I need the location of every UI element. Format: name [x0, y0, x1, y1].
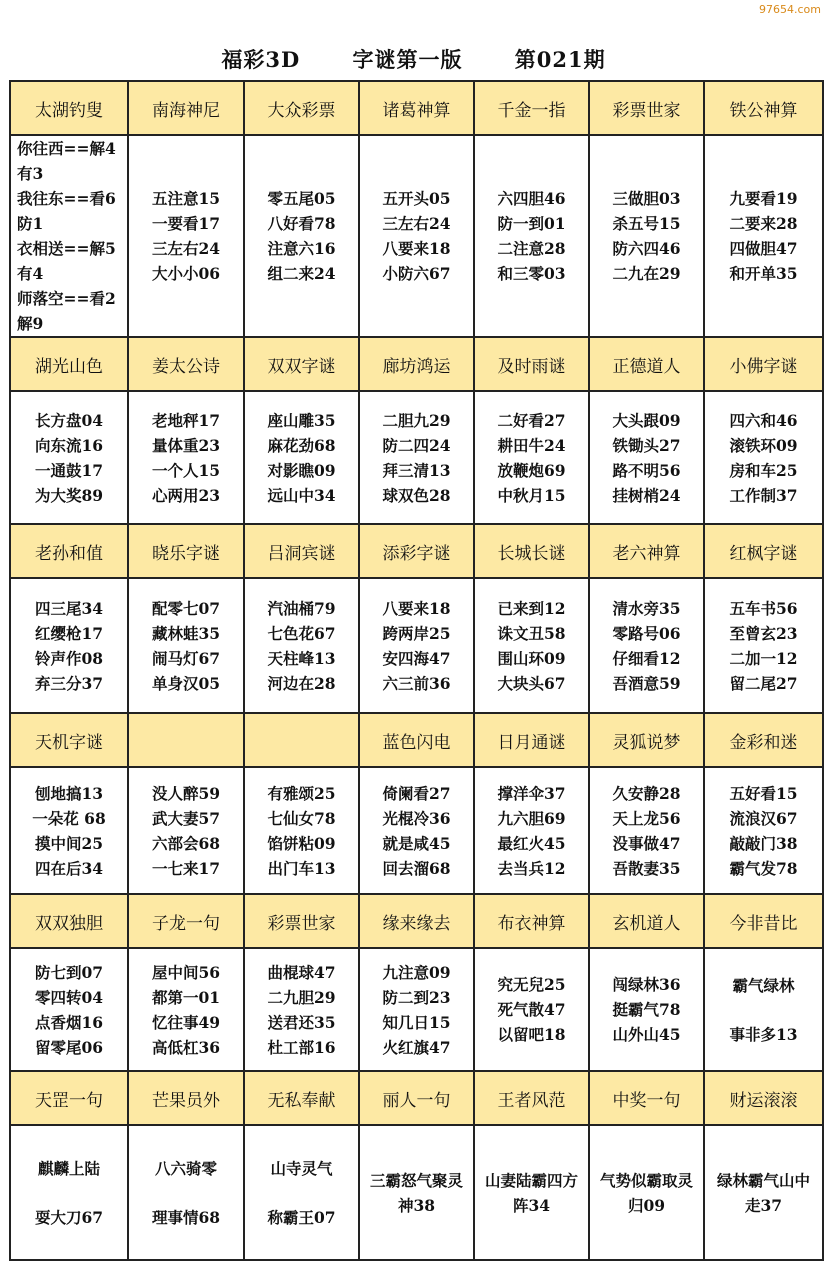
line-spacer: [11, 1181, 127, 1205]
riddle-line: 耍大刀67: [34, 1207, 104, 1227]
riddle-cell: [589, 391, 704, 524]
riddle-cell: [704, 391, 823, 524]
riddle-cell: [704, 578, 823, 713]
riddle-line: 五注意15: [151, 189, 221, 208]
riddle-cell: [244, 948, 359, 1071]
riddle-cell: [359, 135, 474, 337]
riddle-line: 球双色28: [382, 485, 451, 505]
riddle-line: 一要看17: [151, 214, 221, 233]
riddle-line: 九要看19: [729, 189, 798, 208]
riddle-line: 六四胆46: [497, 189, 566, 208]
riddle-line: 八六骑零: [154, 1158, 217, 1178]
riddle-line: 单身汉05: [151, 673, 221, 693]
riddle-row: [10, 135, 823, 337]
title-edition: 字谜第一版: [352, 47, 463, 72]
column-header: 老孙和值: [10, 524, 128, 578]
riddle-line: 跨两岸25: [382, 623, 451, 643]
column-header: 诸葛神算: [359, 81, 474, 135]
riddle-line: 八要来18: [382, 598, 451, 618]
riddle-line: 留零尾06: [34, 1037, 104, 1057]
column-header: 彩票世家: [589, 81, 704, 135]
riddle-line: 没人醉59: [151, 783, 221, 803]
riddle-line: 铁锄头27: [612, 435, 681, 455]
riddle-line: 称霸王07: [267, 1207, 336, 1227]
riddle-line: 长方盘04: [34, 410, 104, 430]
column-header: 财运滚滚: [704, 1071, 823, 1125]
riddle-line: 山外山45: [612, 1025, 681, 1044]
riddle-line: 防六四46: [612, 239, 681, 258]
riddle-line: 至曾玄23: [729, 623, 798, 643]
riddle-line: 山寺灵气: [270, 1158, 333, 1178]
column-header: 晓乐字谜: [128, 524, 244, 578]
riddle-cell: [359, 578, 474, 713]
riddle-line: 防七到07: [34, 962, 104, 982]
riddle-line: 高低杠36: [151, 1037, 221, 1057]
riddle-line: 已来到12: [497, 598, 566, 618]
riddle-line: 究无兒25: [497, 975, 566, 994]
column-header: 双双独胆: [10, 894, 128, 948]
riddle-line: 放鞭炮69: [497, 460, 566, 480]
column-header: 及时雨谜: [474, 337, 589, 391]
riddle-line: 二九在29: [612, 264, 681, 283]
column-header: 千金一指: [474, 81, 589, 135]
column-header: 芒果员外: [128, 1071, 244, 1125]
riddle-line: 事非多13: [729, 1024, 798, 1044]
column-header: 日月通谜: [474, 713, 589, 767]
riddle-line: 座山雕35: [267, 410, 336, 430]
riddle-line: 去当兵12: [497, 858, 566, 878]
riddle-line: 四六和46: [729, 410, 798, 430]
riddle-line: 零四转04: [34, 987, 104, 1007]
column-header: [244, 713, 359, 767]
header-row: [10, 337, 823, 391]
riddle-line: 红缨枪17: [34, 623, 104, 643]
riddle-line: 工作制37: [729, 485, 798, 505]
riddle-line: 武大妻57: [151, 808, 221, 828]
riddle-line: 送君还35: [267, 1012, 336, 1032]
riddle-line: 馅饼粘09: [267, 833, 336, 853]
riddle-line: 杜工部16: [267, 1037, 336, 1057]
riddle-line: 量体重23: [151, 435, 221, 455]
riddle-cell: [589, 578, 704, 713]
column-header: 廊坊鸿运: [359, 337, 474, 391]
header-row: [10, 713, 823, 767]
riddle-line: 没事做47: [612, 833, 681, 853]
column-header: 南海神尼: [128, 81, 244, 135]
riddle-line: 回去溜68: [382, 858, 451, 878]
riddle-line: 零路号06: [612, 623, 681, 643]
riddle-line: 知几日15: [382, 1012, 451, 1032]
riddle-line: 防二到23: [382, 987, 451, 1007]
riddle-line: 对影瞧09: [267, 460, 336, 480]
riddle-line: 二九胆29: [267, 987, 336, 1007]
riddle-cell: [244, 391, 359, 524]
riddle-row: [10, 578, 823, 713]
riddle-line: 闹马灯67: [151, 648, 221, 668]
riddle-line: 零五尾05: [267, 189, 336, 208]
riddle-line: 二好看27: [497, 410, 566, 430]
riddle-line: 师落空==看2解9: [17, 289, 116, 333]
riddle-line: 大头跟09: [612, 410, 681, 430]
riddle-cell: [10, 767, 128, 894]
riddle-line: 麒麟上陆: [37, 1158, 100, 1178]
riddle-line: 三左右24: [151, 239, 221, 258]
line-spacer: [705, 998, 822, 1022]
riddle-line: 八要来18: [382, 239, 451, 258]
title-issue: 第021期: [514, 47, 606, 72]
riddle-line: 摸中间25: [34, 833, 104, 853]
riddle-line: 屋中间56: [151, 962, 221, 982]
riddle-cell: [474, 767, 589, 894]
header-row: [10, 894, 823, 948]
riddle-line: 刨地搞13: [34, 783, 104, 803]
riddle-line: 倚阑看27: [382, 783, 451, 803]
riddle-line: 衣相送==解5有4: [17, 239, 116, 283]
riddle-line: 四做胆47: [729, 239, 798, 258]
column-header: 王者风范: [474, 1071, 589, 1125]
riddle-line: 流浪汉67: [729, 808, 798, 828]
riddle-cell: [128, 391, 244, 524]
page-title: [0, 44, 827, 74]
riddle-cell: [128, 1125, 244, 1260]
riddle-line: 挂树梢24: [612, 485, 681, 505]
riddle-row: [10, 391, 823, 524]
column-header: 铁公神算: [704, 81, 823, 135]
riddle-cell: [589, 767, 704, 894]
riddle-row: [10, 767, 823, 894]
riddle-cell: [359, 1125, 474, 1260]
riddle-line: 和开单35: [729, 264, 798, 283]
column-header: 玄机道人: [589, 894, 704, 948]
riddle-line: 出门车13: [267, 858, 336, 878]
riddle-cell: [704, 767, 823, 894]
riddle-cell: [10, 1125, 128, 1260]
riddle-cell: [474, 578, 589, 713]
column-header: 小佛字谜: [704, 337, 823, 391]
riddle-line: 滚铁环09: [729, 435, 798, 455]
riddle-line: 大块头67: [497, 673, 566, 693]
riddle-line: 七色花67: [267, 623, 336, 643]
riddle-line: 向东流16: [34, 435, 104, 455]
header-row: [10, 1071, 823, 1125]
header-row: [10, 81, 823, 135]
riddle-line: 清水旁35: [612, 598, 681, 618]
riddle-line: 路不明56: [612, 460, 681, 480]
riddle-line: 耕田牛24: [497, 435, 566, 455]
riddle-line: 山妻陆霸四方阵34: [484, 1170, 578, 1215]
column-header: 添彩字谜: [359, 524, 474, 578]
riddle-cell: [10, 391, 128, 524]
column-header: 天罡一句: [10, 1071, 128, 1125]
column-header: 长城长谜: [474, 524, 589, 578]
title-brand: 福彩3D: [221, 47, 301, 72]
column-header: 金彩和迷: [704, 713, 823, 767]
riddle-cell: [474, 1125, 589, 1260]
riddle-line: 天上龙56: [612, 808, 681, 828]
riddle-line: 和三零03: [497, 264, 566, 283]
riddle-line: 理事情68: [151, 1207, 221, 1227]
riddle-line: 霸气绿林: [732, 975, 795, 995]
riddle-line: 配零七07: [151, 598, 221, 618]
column-header: 老六神算: [589, 524, 704, 578]
riddle-line: 拜三清13: [382, 460, 451, 480]
riddle-line: 天柱峰13: [267, 648, 336, 668]
column-header: 灵狐说梦: [589, 713, 704, 767]
riddle-cell: [10, 578, 128, 713]
riddle-line: 组二来24: [267, 264, 336, 283]
column-header: 缘来缘去: [359, 894, 474, 948]
riddle-line: 小防六67: [382, 264, 451, 283]
riddle-line: 九六胆69: [497, 808, 566, 828]
riddle-line: 一朵花 68: [32, 808, 106, 828]
riddle-line: 五车书56: [729, 598, 798, 618]
riddle-cell: [589, 1125, 704, 1260]
riddle-cell: [128, 948, 244, 1071]
riddle-line: 吾酒意59: [612, 673, 681, 693]
riddle-line: 六部会68: [151, 833, 221, 853]
header-row: [10, 524, 823, 578]
riddle-line: 四三尾34: [34, 598, 104, 618]
column-header: 太湖钓叟: [10, 81, 128, 135]
column-header: 天机字谜: [10, 713, 128, 767]
riddle-line: 远山中34: [267, 485, 336, 505]
riddle-line: 二加一12: [729, 648, 798, 668]
riddle-cell: [128, 135, 244, 337]
column-header: 吕洞宾谜: [244, 524, 359, 578]
riddle-line: 就是咸45: [382, 833, 451, 853]
column-header: 正德道人: [589, 337, 704, 391]
column-header: 双双字谜: [244, 337, 359, 391]
riddle-line: 绿林霸气山中走37: [716, 1170, 810, 1215]
riddle-cell: [359, 948, 474, 1071]
line-spacer: [245, 1181, 358, 1205]
riddle-table: [9, 80, 824, 1261]
riddle-line: 都第一01: [151, 987, 221, 1007]
riddle-line: 老地秤17: [151, 410, 221, 430]
riddle-line: 我往东==看6防1: [17, 189, 116, 233]
column-header: 中奖一句: [589, 1071, 704, 1125]
riddle-cell: [704, 1125, 823, 1260]
riddle-line: 四在后34: [34, 858, 104, 878]
riddle-line: 注意六16: [267, 239, 336, 258]
riddle-cell: [474, 391, 589, 524]
riddle-cell: [474, 135, 589, 337]
riddle-line: 三左右24: [382, 214, 451, 233]
riddle-line: 铃声作08: [34, 648, 104, 668]
riddle-line: 挺霸气78: [612, 1000, 681, 1019]
riddle-line: 麻花劲68: [267, 435, 336, 455]
riddle-cell: [244, 578, 359, 713]
riddle-line: 最红火45: [497, 833, 566, 853]
riddle-line: 大小小06: [151, 264, 221, 283]
riddle-line: 房和车25: [729, 460, 798, 480]
riddle-line: 弃三分37: [34, 673, 104, 693]
riddle-line: 气势似霸取灵归09: [599, 1170, 693, 1215]
riddle-cell: [244, 135, 359, 337]
riddle-line: 八好看78: [267, 214, 336, 233]
riddle-cell: [589, 135, 704, 337]
riddle-cell: [128, 578, 244, 713]
riddle-line: 敲敲门38: [729, 833, 798, 853]
riddle-line: 撑洋伞37: [497, 783, 566, 803]
riddle-line: 安四海47: [382, 648, 451, 668]
riddle-line: 曲棍球47: [267, 962, 336, 982]
riddle-line: 霸气发78: [729, 858, 798, 878]
column-header: 今非昔比: [704, 894, 823, 948]
riddle-line: 忆往事49: [151, 1012, 221, 1032]
riddle-line: 中秋月15: [497, 485, 566, 505]
column-header: 红枫字谜: [704, 524, 823, 578]
riddle-line: 诛文丑58: [497, 623, 566, 643]
riddle-line: 汽油桶79: [267, 598, 336, 618]
riddle-line: 死气散47: [497, 1000, 566, 1019]
riddle-line: 以留吧18: [497, 1025, 566, 1044]
riddle-line: 九注意09: [382, 962, 451, 982]
riddle-line: 一通鼓17: [34, 460, 104, 480]
column-header: 丽人一句: [359, 1071, 474, 1125]
riddle-line: 防二四24: [382, 435, 451, 455]
riddle-line: 三做胆03: [612, 189, 681, 208]
riddle-line: 留二尾27: [729, 673, 798, 693]
riddle-line: 二注意28: [497, 239, 566, 258]
riddle-cell: [359, 391, 474, 524]
riddle-line: 仔细看12: [612, 648, 681, 668]
riddle-line: 一个人15: [151, 460, 221, 480]
riddle-cell: [589, 948, 704, 1071]
line-spacer: [129, 1181, 243, 1205]
column-header: 布衣神算: [474, 894, 589, 948]
riddle-cell: [704, 948, 823, 1071]
column-header: 姜太公诗: [128, 337, 244, 391]
column-header: [128, 713, 244, 767]
riddle-cell: [128, 767, 244, 894]
riddle-line: 吾散妻35: [612, 858, 681, 878]
riddle-cell: [10, 948, 128, 1071]
riddle-line: 闯绿林36: [612, 975, 681, 994]
riddle-line: 你往西==解4有3: [17, 139, 116, 183]
riddle-line: 五好看15: [729, 783, 798, 803]
riddle-cell: [244, 1125, 359, 1260]
column-header: 蓝色闪电: [359, 713, 474, 767]
column-header: 彩票世家: [244, 894, 359, 948]
riddle-line: 五开头05: [382, 189, 451, 208]
riddle-line: 六三前36: [382, 673, 451, 693]
riddle-line: 三霸怒气聚灵神38: [369, 1170, 463, 1215]
riddle-cell: [10, 135, 128, 337]
column-header: 子龙一句: [128, 894, 244, 948]
riddle-line: 久安静28: [612, 783, 681, 803]
riddle-cell: [359, 767, 474, 894]
riddle-line: 河边在28: [267, 673, 336, 693]
riddle-line: 一七来17: [151, 858, 221, 878]
column-header: 无私奉献: [244, 1071, 359, 1125]
column-header: 大众彩票: [244, 81, 359, 135]
riddle-cell: [244, 767, 359, 894]
site-watermark: 97654.com: [759, 3, 821, 16]
riddle-line: 藏林蛙35: [151, 623, 221, 643]
riddle-line: 二要来28: [729, 214, 798, 233]
riddle-line: 杀五号15: [612, 214, 681, 233]
riddle-line: 防一到01: [497, 214, 566, 233]
riddle-line: 为大奖89: [34, 485, 104, 505]
riddle-row: [10, 948, 823, 1071]
riddle-line: 光棍冷36: [382, 808, 451, 828]
riddle-row: [10, 1125, 823, 1260]
column-header: 湖光山色: [10, 337, 128, 391]
riddle-line: 七仙女78: [267, 808, 336, 828]
riddle-cell: [474, 948, 589, 1071]
riddle-line: 二胆九29: [382, 410, 451, 430]
riddle-line: 点香烟16: [34, 1012, 104, 1032]
riddle-line: 围山环09: [497, 648, 566, 668]
riddle-cell: [704, 135, 823, 337]
riddle-line: 火红旗47: [382, 1037, 451, 1057]
riddle-line: 有雅颂25: [267, 783, 336, 803]
riddle-line: 心两用23: [151, 485, 221, 505]
